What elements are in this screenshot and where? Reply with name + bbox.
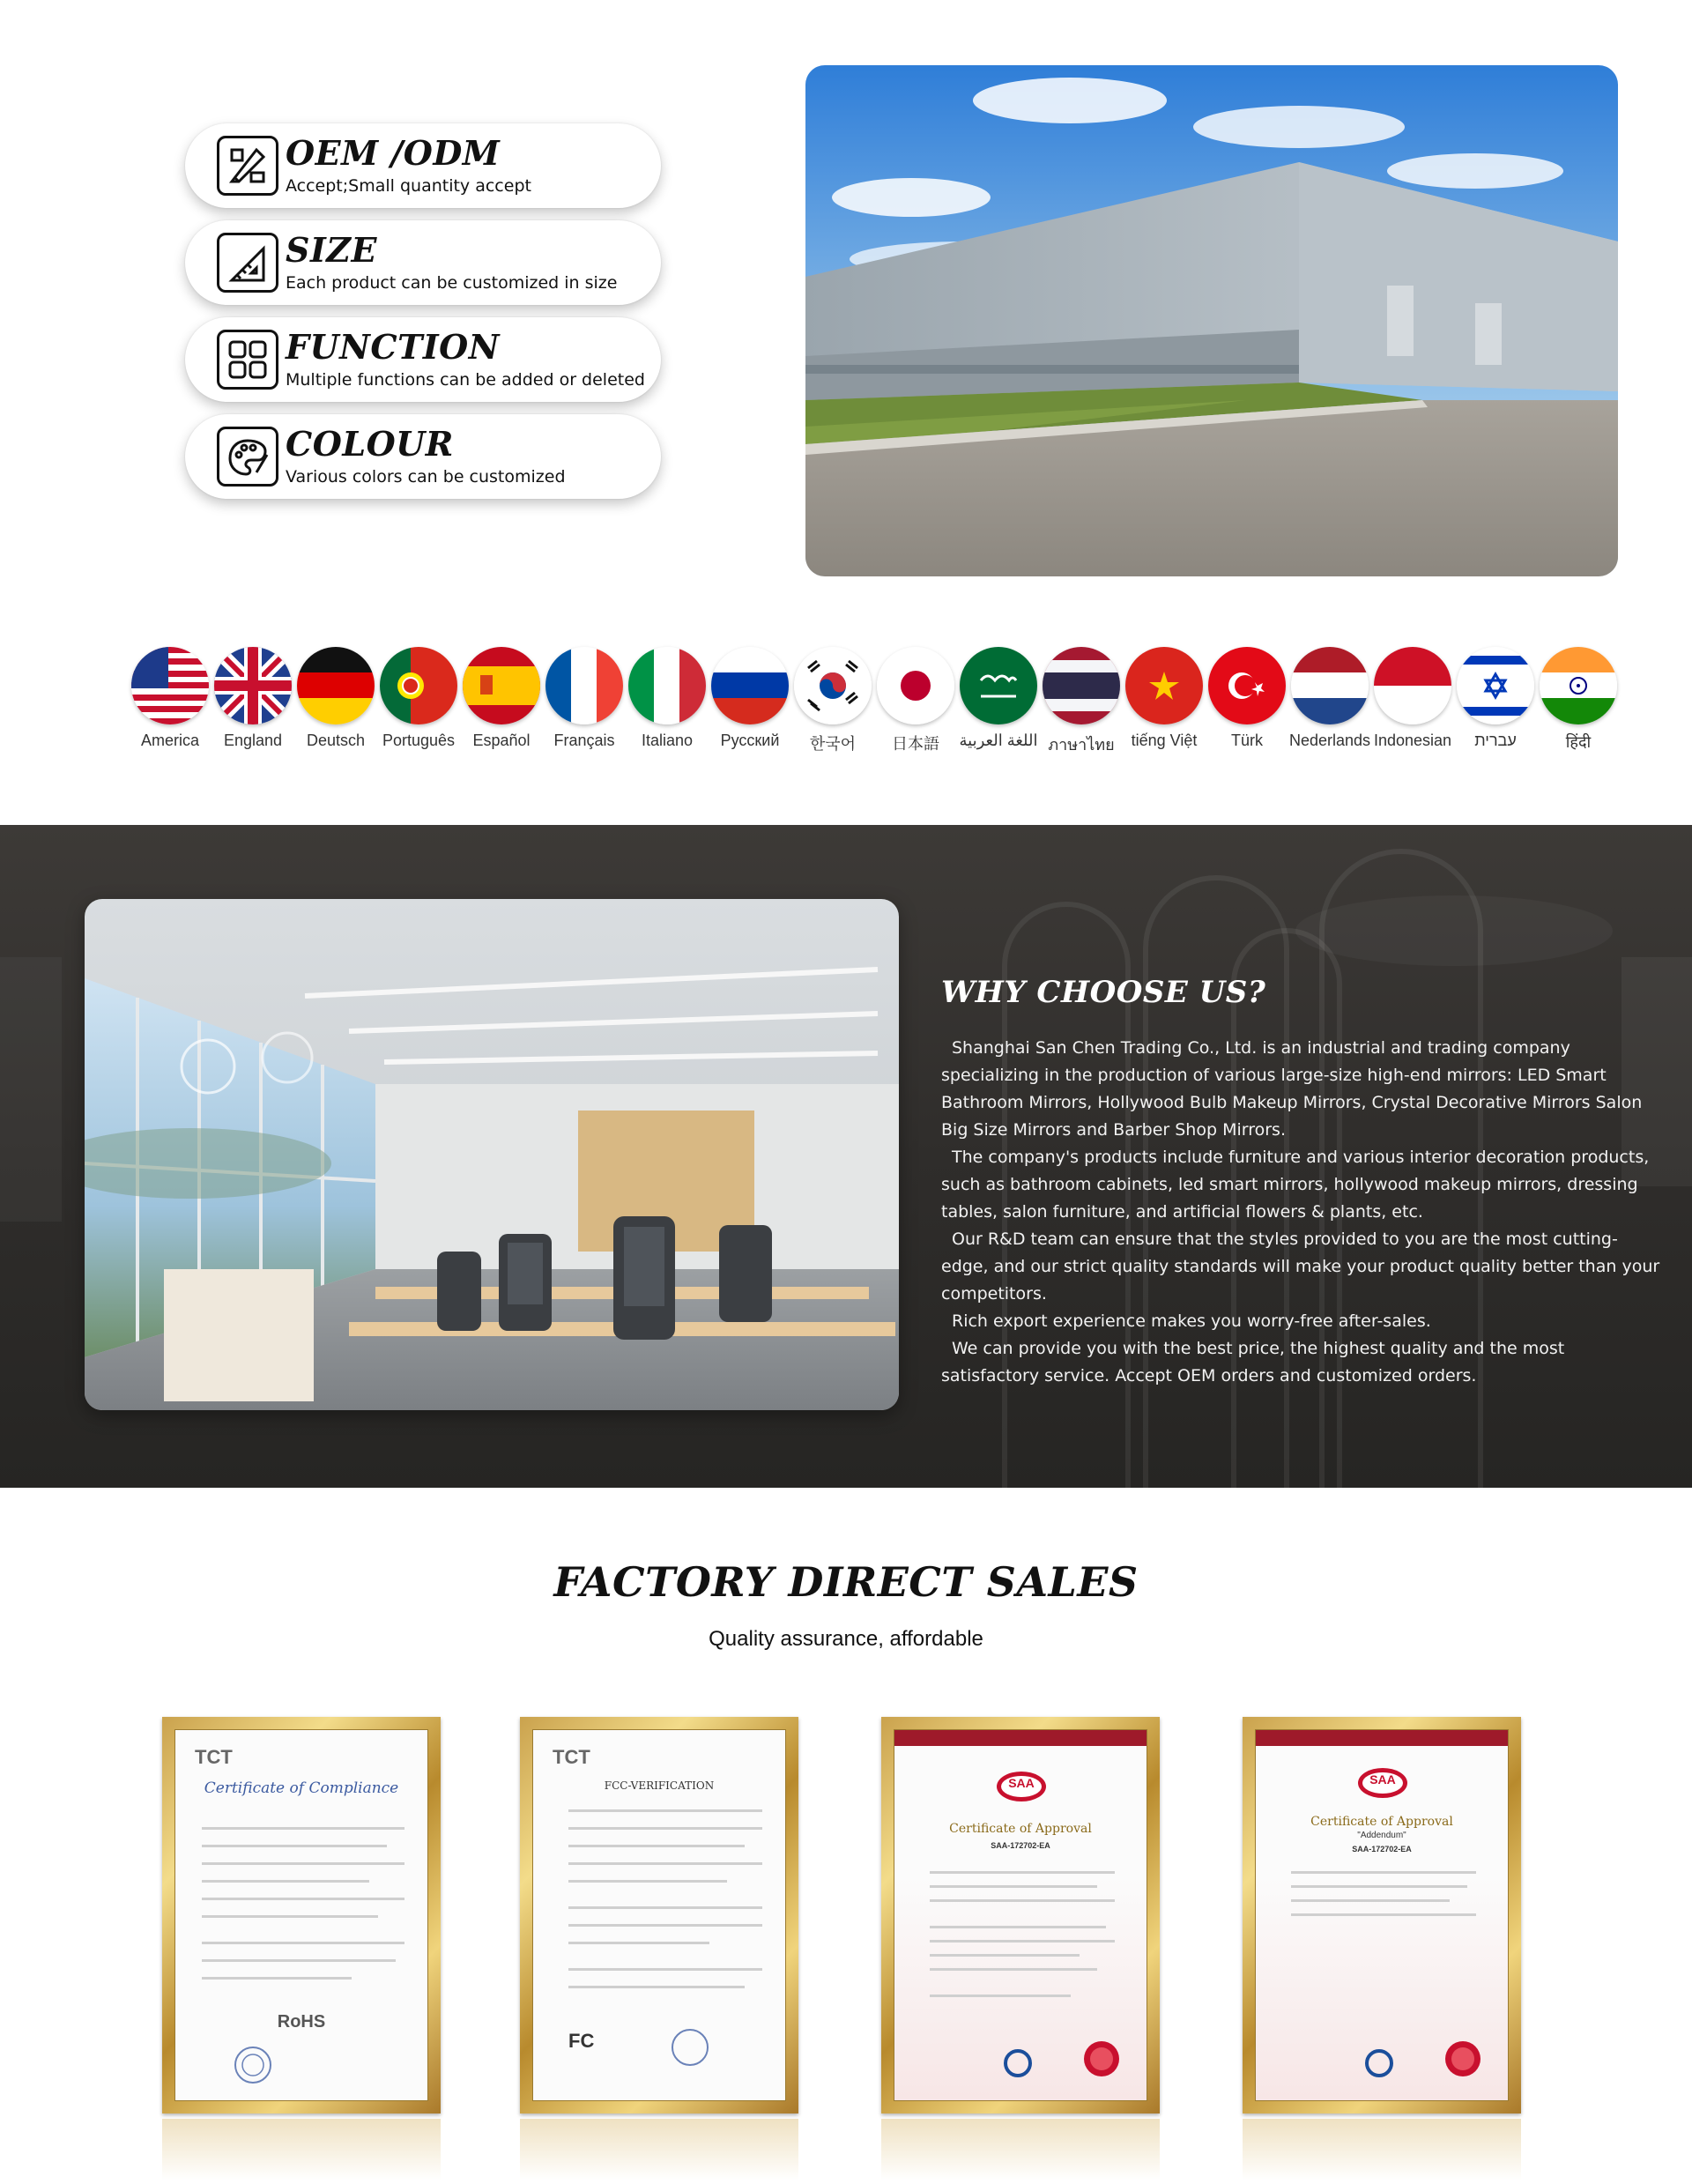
why-paragraph: Shanghai San Chen Trading Co., Ltd. is an industrial and trading company specializing in the production of various large-size high-end mirrors: LED Smart Bathroom Mirrors, Hollywood Bulb Makeup Mirrors, Crystal Decorative Mirrors Salon Big Size Mirrors and Barber Shop Mirrors. xyxy=(941,1038,1643,1140)
feature-title: COLOUR xyxy=(286,424,454,464)
il-flag-icon xyxy=(1457,647,1534,724)
why-paragraph: Rich export experience makes you worry-free after-sales. xyxy=(952,1311,1431,1331)
why-choose-section xyxy=(0,825,1692,1488)
in-flag-icon xyxy=(1540,647,1617,724)
kr-flag-icon xyxy=(794,647,872,724)
pt-flag-icon xyxy=(380,647,457,724)
certificate-mark: RoHS xyxy=(277,2012,326,2032)
language-hindi[interactable] xyxy=(1530,647,1627,753)
why-title: WHY CHOOSE US? xyxy=(941,975,1266,1010)
sa-flag-icon xyxy=(960,647,1037,724)
certificate-note: "Addendum" xyxy=(1357,1831,1406,1840)
certificate-fcc xyxy=(520,1717,798,2113)
office-photo xyxy=(85,899,899,1410)
seal-icon xyxy=(1441,2037,1485,2081)
sales-title: FACTORY DIRECT SALES xyxy=(553,1558,1139,1606)
language-label: Português xyxy=(382,732,456,749)
certificate-rohs xyxy=(162,1717,441,2113)
feature-colour xyxy=(185,414,661,499)
ruler-icon xyxy=(217,233,278,293)
certificate-heading: FCC-VERIFICATION xyxy=(604,1779,715,1792)
certificate-heading: Certificate of Approval xyxy=(1310,1815,1453,1829)
why-paragraph: The company's products include furniture and various interior decoration products, such as bathroom cabinets, led smart mirrors, hollywood makeup mirrors, dressing tables, salon furniture, and artificial flowers & plants, etc. xyxy=(941,1148,1650,1222)
certificate-brand: SAA xyxy=(1369,1772,1396,1787)
feature-desc: Various colors can be customized xyxy=(286,467,566,487)
language-label: Türk xyxy=(1231,732,1263,749)
language-label: Deutsch xyxy=(306,732,366,749)
language-label: 한국어 xyxy=(809,735,857,753)
feature-desc: Multiple functions can be added or deleted xyxy=(286,370,645,390)
palette-icon xyxy=(217,427,278,487)
feature-list xyxy=(185,123,661,511)
why-choose-text xyxy=(941,975,1664,1390)
certificate-saa-addendum xyxy=(1243,1717,1521,2113)
language-label: tiếng Việt xyxy=(1131,732,1198,749)
nl-flag-icon xyxy=(1291,647,1369,724)
feature-desc: Each product can be customized in size xyxy=(286,273,618,293)
language-label: 日本語 xyxy=(892,735,939,753)
language-label: ภาษาไทย xyxy=(1048,736,1115,754)
feature-oem xyxy=(185,123,661,208)
jas-anz-icon xyxy=(1362,2047,1397,2079)
language-label: Français xyxy=(553,732,615,749)
certificate-brand: TCT xyxy=(553,1746,590,1768)
seal-icon xyxy=(1080,2037,1124,2081)
language-label: Italiano xyxy=(641,732,694,749)
why-paragraph: Our R&D team can ensure that the styles provided to you are the most cutting-edge, and our strict quality standards will make your product quality better than your competitors. xyxy=(941,1229,1660,1304)
certificate-number: SAA-172702-EA xyxy=(1352,1845,1412,1853)
de-flag-icon xyxy=(297,647,375,724)
certificate-number: SAA-172702-EA xyxy=(991,1841,1050,1850)
language-label: Español xyxy=(472,732,531,749)
ru-flag-icon xyxy=(711,647,789,724)
stamp-icon xyxy=(228,2043,281,2087)
certificate-heading: Certificate of Compliance xyxy=(204,1779,399,1797)
certificate-brand: TCT xyxy=(195,1746,233,1768)
vn-flag-icon xyxy=(1125,647,1203,724)
why-paragraph: We can provide you with the best price, the highest quality and the most satisfactory service. Accept OEM orders and customized orders. xyxy=(941,1339,1565,1385)
feature-title: SIZE xyxy=(286,230,377,270)
certificate-reflection xyxy=(881,2119,1160,2180)
grid-icon xyxy=(217,330,278,390)
es-flag-icon xyxy=(463,647,540,724)
feature-title: OEM /ODM xyxy=(286,133,501,173)
language-label: England xyxy=(223,732,283,749)
feature-desc: Accept;Small quantity accept xyxy=(286,176,531,196)
language-label: Nederlands xyxy=(1288,732,1371,749)
language-label: עברית xyxy=(1474,732,1517,749)
language-label: America xyxy=(140,732,199,749)
id-flag-icon xyxy=(1374,647,1451,724)
feature-size xyxy=(185,220,661,305)
language-label: اللغة العربية xyxy=(959,732,1038,749)
language-label: हिंदी xyxy=(1565,733,1592,751)
stamp-icon xyxy=(665,2025,718,2069)
design-tools-icon xyxy=(217,136,278,196)
th-flag-icon xyxy=(1043,647,1120,724)
uk-flag-icon xyxy=(214,647,292,724)
language-label: Indonesian xyxy=(1373,732,1452,749)
jas-anz-icon xyxy=(1000,2047,1035,2079)
feature-title: FUNCTION xyxy=(286,327,500,367)
certificate-saa xyxy=(881,1717,1160,2113)
certificate-reflection xyxy=(520,2119,798,2180)
language-label: Русский xyxy=(720,732,780,749)
fr-flag-icon xyxy=(545,647,623,724)
certificate-reflection xyxy=(1243,2119,1521,2180)
sales-subtitle: Quality assurance, affordable xyxy=(709,1627,983,1651)
certificate-heading: Certificate of Approval xyxy=(949,1822,1092,1836)
us-flag-icon xyxy=(131,647,209,724)
feature-function xyxy=(185,317,661,402)
it-flag-icon xyxy=(628,647,706,724)
certificate-reflection xyxy=(162,2119,441,2180)
certificate-mark: FC xyxy=(568,2030,595,2052)
factory-photo xyxy=(805,65,1618,576)
tr-flag-icon xyxy=(1208,647,1286,724)
jp-flag-icon xyxy=(877,647,954,724)
certificate-brand: SAA xyxy=(1008,1776,1035,1790)
language-selector xyxy=(122,647,1602,753)
